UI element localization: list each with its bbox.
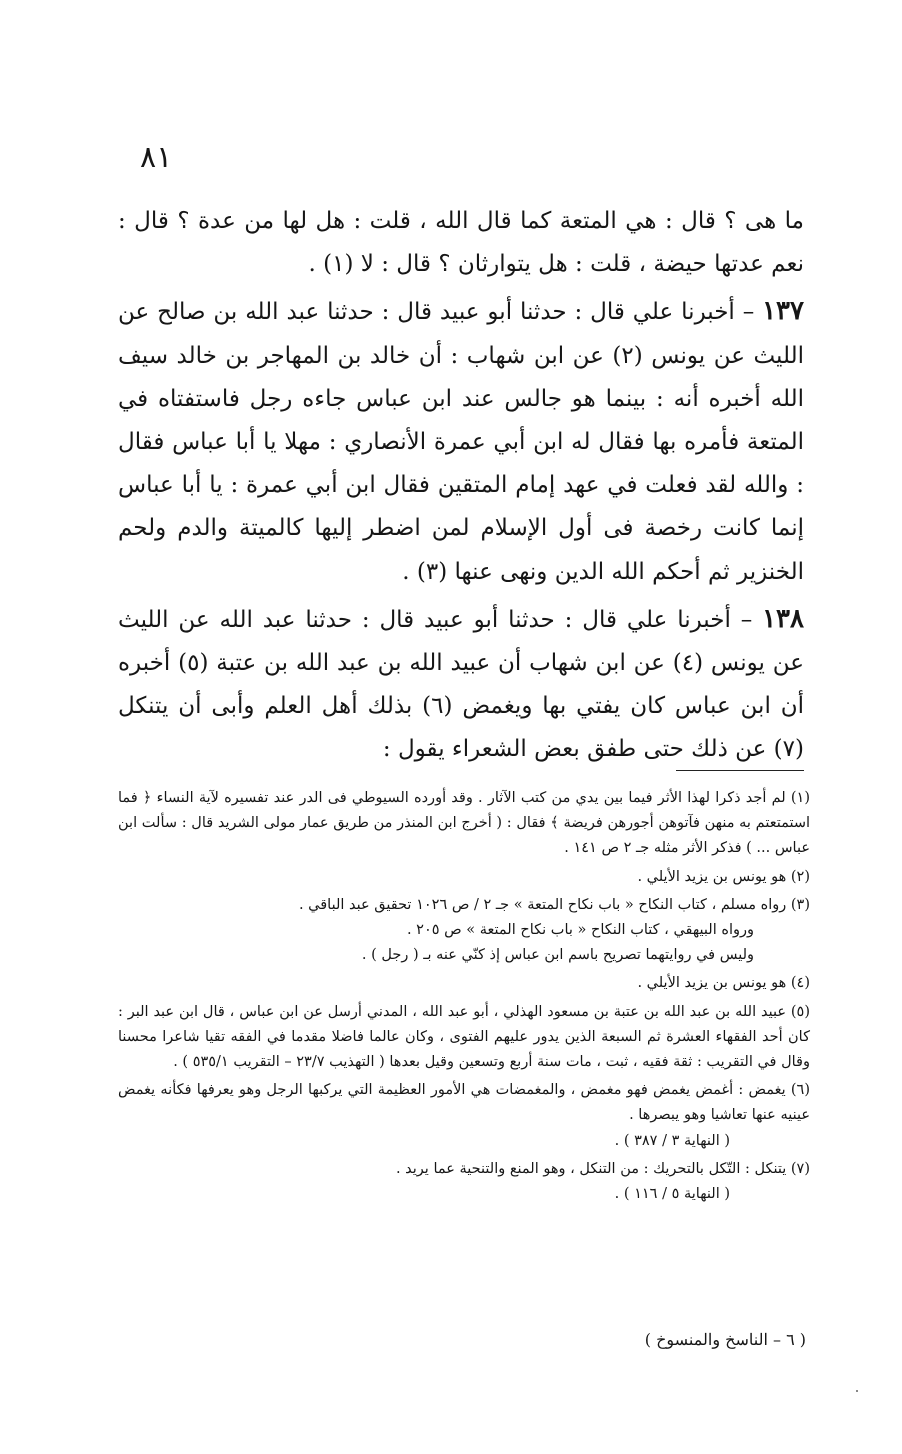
- paragraph-text: ما هى ؟ قال : هي المتعة كما قال الله ، قلت : هل لها من عدة ؟ قال : نعم عدتها حيضة ، قلت : هل يتوارثان ؟ قال : لا (١) .: [118, 208, 804, 278]
- scan-speck: [856, 1390, 858, 1392]
- footnote-2: (٢) هو يونس بن يزيد الأيلي .: [637, 868, 810, 885]
- paragraph-intro: [118, 200, 804, 286]
- footnotes: [118, 786, 810, 1207]
- paragraph-138: [118, 598, 804, 772]
- footnote-6-reference: ( النهاية ٣ / ٣٨٧ ) .: [614, 1132, 730, 1149]
- footnote-divider: [676, 770, 804, 771]
- footnote-1: (١) لم أجد ذكرا لهذا الأثر فيما بين يدي من كتب الآثار . وقد أورده السيوطي فى الدر عند تفسيره لآية النساء ﴿ فما استمتعتم به منهن فآتوهن أجورهن فريضة ﴾ فقال : ( أخرج ابن المنذر من طريق عمار مولى الشريد قال : سألت ابن عباس ... ) فذكر الأثر مثله جـ ٢ ص ١٤١ .: [118, 790, 810, 857]
- footnote-3-continued: ورواه البيهقي ، كتاب النكاح « باب نكاح المتعة » ص ٢٠٥ .: [406, 922, 754, 939]
- footnote-3-note: وليس في روايتهما تصريح باسم ابن عباس إذ كنّي عنه بـ ( رجل ) .: [361, 947, 754, 964]
- footnote-5: (٥) عبيد الله بن عبد الله بن عتبة بن مسعود الهذلي ، أبو عبد الله ، المدني أرسل عن ابن عباس ، قال ابن عبد البر : كان أحد الفقهاء العشرة ثم السبعة الذين يدور عليهم الفتوى ، وكان عالما فاضلا مقدما في الفقه تقيا شاعرا محسنا وقال في التقريب : ثقة فقيه ، ثبت ، مات سنة أربع وتسعين وقيل بعدها ( التهذيب ٢٣/٧ – التقريب ٥٣٥/١ ) .: [118, 1003, 810, 1071]
- footnote-7-reference: ( النهاية ٥ / ١١٦ ) .: [614, 1186, 730, 1203]
- hadith-number: ١٣٧: [762, 296, 804, 327]
- main-text: [118, 200, 804, 776]
- signature-mark: ( ٦ – الناسخ والمنسوخ ): [644, 1330, 806, 1349]
- footnote-3: (٣) رواه مسلم ، كتاب النكاح « باب نكاح المتعة » جـ ٢ / ص ١٠٢٦ تحقيق عبد الباقي .: [298, 896, 810, 913]
- hadith-number: ١٣٨: [762, 603, 804, 634]
- paragraph-137: [118, 290, 804, 593]
- page-number: ٨١: [140, 140, 173, 175]
- footnote-7: (٧) يتنكل : التّكل بالتحريك : من التنكل ، وهو المنع والتنحية عما يريد .: [395, 1160, 810, 1177]
- paragraph-text: – أخبرنا علي قال : حدثنا أبو عبيد قال : حدثنا عبد الله بن صالح عن الليث عن يونس (٢) عن ابن شهاب : أن خالد بن المهاجر بن خالد سيف الله أخبره أنه : بينما هو جالس عند ابن عباس جاءه رجل فاستفتاه في المتعة فأمره بها فقال له ابن أبي عمرة الأنصاري : مهلا يا أبا عباس فقال : والله لقد فعلت في عهد إمام المتقين فقال ابن أبي عمرة : يا أبا عباس إنما كانت رخصة فى أول الإسلام لمن اضطر إليها كالميتة والدم ولحم الخنزير ثم أحكم الله الدين ونهى عنها (٣) .: [118, 299, 805, 585]
- footnote-6: (٦) يغمض : أغمض يغمض فهو مغمض ، والمغمضات هي الأمور العظيمة التي يركبها الرجل وهو يعرفها فكأنه يغمض عينيه عنها تعاشيا وهو يبصرها .: [118, 1082, 810, 1124]
- footnote-4: (٤) هو يونس بن يزيد الأيلي .: [637, 975, 810, 992]
- paragraph-text: – أخبرنا علي قال : حدثنا أبو عبيد قال : حدثنا عبد الله عن الليث عن يونس (٤) عن ابن شهاب أن عبيد الله بن عبد الله بن عتبة (٥) أخبره أن ابن عباس كان يفتي بها ويغمض (٦) بذلك أهل العلم وأبى أن يتنكل (٧) عن ذلك حتى طفق بعض الشعراء يقول :: [118, 606, 804, 763]
